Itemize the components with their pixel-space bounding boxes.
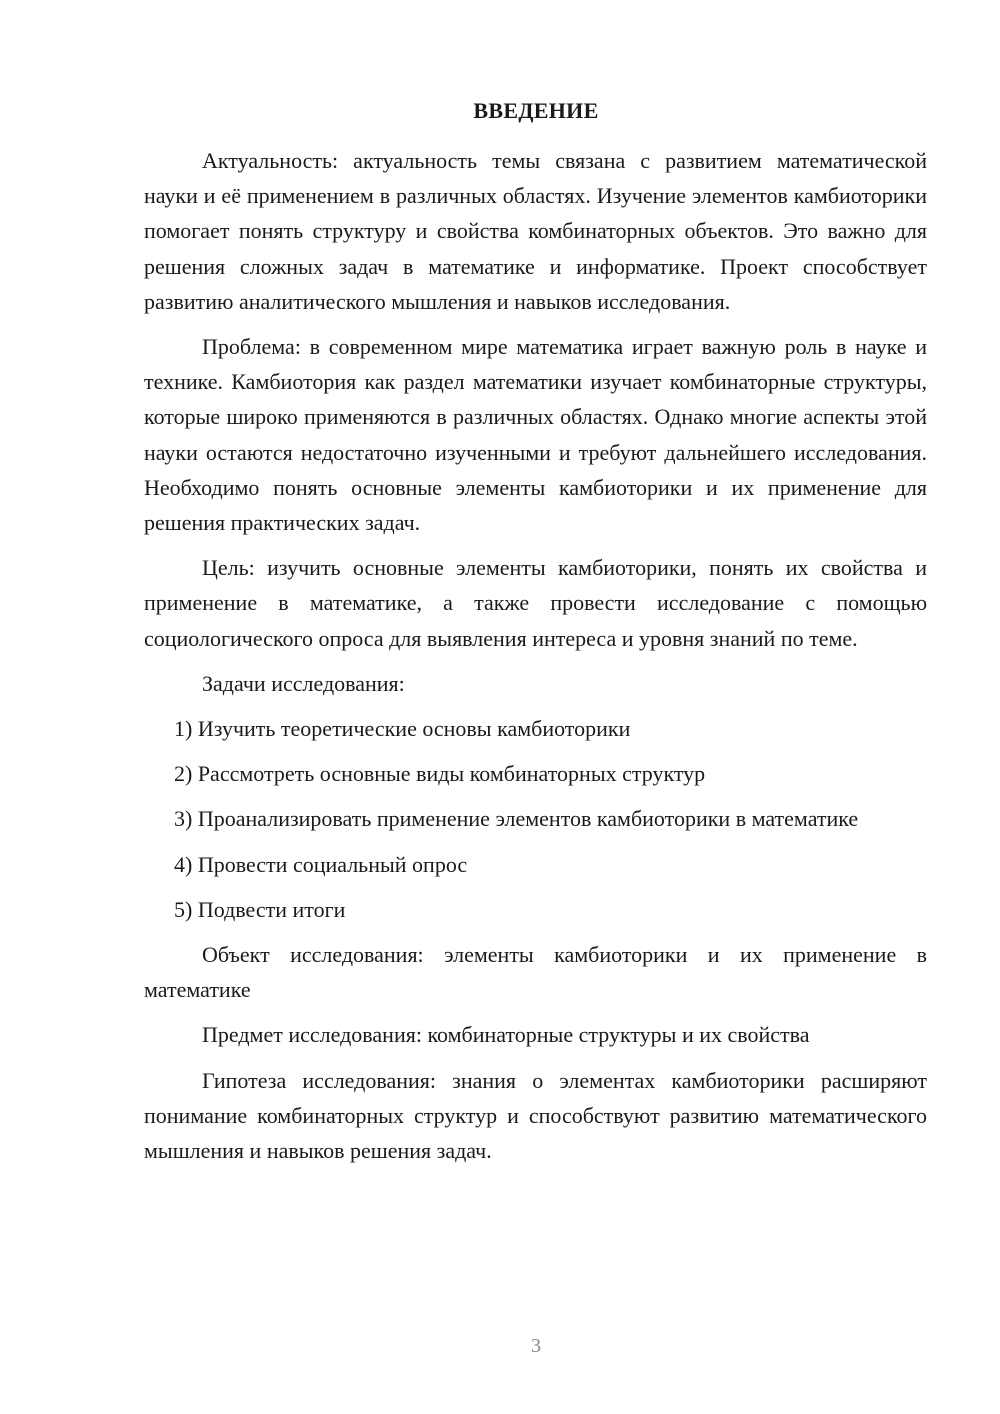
document-body (144, 143, 927, 1178)
paragraph-goal: Цель: изучить основные элементы камбиоторики, понять их свойства и применение в математике, а также провести исследование с помощью социологического опроса для выявления интереса и уровня знаний по теме. (144, 555, 927, 651)
paragraph-relevance: Актуальность: актуальность темы связана с развитием математической науки и её применением в различных областях. Изучение элементов камбиоторики помогает понять структуру и свойства комбинаторных объектов. Это важно для решения сложных задач в математике и информатике. Проект способствует развитию аналитического мышления и навыков исследования. (144, 148, 927, 314)
task-item-1: 1) Изучить теоретические основы камбиоторики (174, 716, 631, 742)
task-item-4: 4) Провести социальный опрос (174, 851, 468, 877)
paragraph-subject: Предмет исследования: комбинаторные структуры и их свойства (202, 1022, 810, 1048)
paragraph-object: Объект исследования: элементы камбиоторики и их применение в математике (144, 942, 927, 1003)
paragraph-problem: Проблема: в современном мире математика играет важную роль в науке и технике. Камбиотория как раздел математики изучает комбинаторные структуры, которые широко применяются в различных областях. Однако многие аспекты этой науки остаются недостаточно изученными и требуют дальнейшего исследования. Необходимо понять основные элементы камбиоторики и их применение для решения практических задач. (144, 334, 927, 536)
task-item-2: 2) Рассмотреть основные виды комбинаторных структур (174, 761, 706, 787)
paragraph-hypothesis: Гипотеза исследования: знания о элементах камбиоторики расширяют понимание комбинаторных структур и способствуют развитию математического мышления и навыков решения задач. (144, 1067, 927, 1164)
paragraph-tasks-heading: Задачи исследования: (202, 670, 405, 696)
page-number: 3 (531, 1335, 541, 1357)
task-item-5: 5) Подвести итоги (174, 896, 346, 922)
task-item-3: 3) Проанализировать применение элементов камбиоторики в математике (174, 806, 859, 832)
page-title: ВВЕДЕНИЕ (473, 98, 599, 123)
